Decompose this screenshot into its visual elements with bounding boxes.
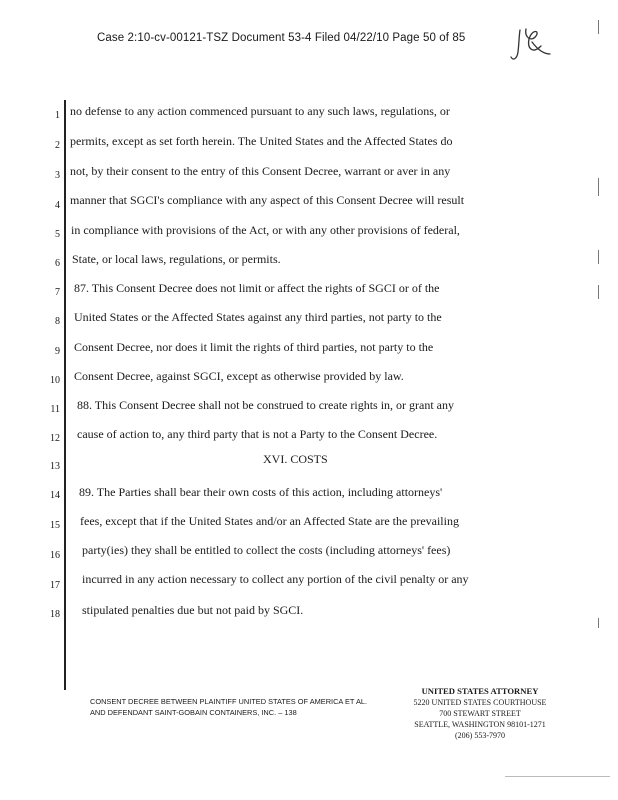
- line-number: 6: [55, 258, 60, 269]
- line-number: 1: [55, 110, 60, 121]
- line-number: 4: [55, 200, 60, 211]
- text-line: manner that SGCI's compliance with any aspect of this Consent Decree will result: [70, 193, 465, 207]
- line-number: 12: [50, 433, 60, 444]
- scan-speck: [598, 178, 599, 196]
- text-line: incurred in any action necessary to collect any portion of the civil penalty or any: [82, 572, 469, 586]
- paragraph-89: 89. The Parties shall bear their own costs of this action, including attorneys': [79, 485, 443, 499]
- scan-speck: [598, 618, 599, 628]
- line-number: 13: [50, 461, 60, 472]
- text-line: stipulated penalties due but not paid by SGCI.: [82, 603, 304, 617]
- line-number: 14: [50, 490, 60, 501]
- text-line: no defense to any action commenced pursuant to any such laws, regulations, or: [70, 104, 450, 118]
- line-number: 15: [50, 520, 60, 531]
- scan-speck: [598, 250, 599, 264]
- text-line: State, or local laws, regulations, or permits.: [72, 252, 281, 266]
- footer-caption-line: AND DEFENDANT SAINT-GOBAIN CONTAINERS, INC. – 138: [90, 708, 297, 717]
- line-number: 3: [55, 170, 60, 181]
- text-line: in compliance with provisions of the Act, or with any other provisions of federal,: [71, 223, 460, 237]
- text-line: party(ies) they shall be entitled to collect the costs (including attorneys' fees): [82, 543, 451, 557]
- scan-speck: [505, 776, 610, 777]
- line-number: 10: [50, 375, 60, 386]
- text-line: permits, except as set forth herein. The United States and the Affected States do: [70, 134, 453, 148]
- line-number: 7: [55, 287, 60, 298]
- line-number: 5: [55, 229, 60, 240]
- line-number: 18: [50, 609, 60, 620]
- line-number: 16: [50, 550, 60, 561]
- office-address: 5220 UNITED STATES COURTHOUSE: [413, 698, 547, 707]
- case-header: Case 2:10-cv-00121-TSZ Document 53-4 Filed 04/22/10 Page 50 of 85: [97, 32, 466, 44]
- left-margin-rule: [64, 100, 66, 690]
- office-phone: (206) 553-7970: [455, 731, 505, 740]
- paragraph-88: 88. This Consent Decree shall not be construed to create rights in, or grant any: [77, 398, 455, 412]
- line-number: 8: [55, 316, 60, 327]
- line-number: 11: [50, 404, 60, 415]
- text-line: Consent Decree, nor does it limit the rights of third parties, not party to the: [74, 340, 434, 354]
- section-heading-costs: XVI. COSTS: [263, 452, 328, 466]
- office-title: UNITED STATES ATTORNEY: [421, 686, 539, 696]
- office-address: SEATTLE, WASHINGTON 98101-1271: [414, 720, 546, 729]
- scan-speck: [598, 285, 599, 299]
- handwritten-initials: [510, 24, 552, 66]
- text-line: United States or the Affected States against any third parties, not party to the: [74, 310, 442, 324]
- footer-caption-line: CONSENT DECREE BETWEEN PLAINTIFF UNITED STATES OF AMERICA ET AL.: [90, 697, 368, 706]
- paragraph-87: 87. This Consent Decree does not limit or affect the rights of SGCI or of the: [74, 281, 440, 295]
- line-number: 17: [50, 580, 60, 591]
- line-number: 2: [55, 140, 60, 151]
- text-line: not, by their consent to the entry of this Consent Decree, warrant or aver in any: [70, 164, 451, 178]
- text-line: fees, except that if the United States and/or an Affected State are the prevailing: [80, 514, 459, 528]
- text-line: Consent Decree, against SGCI, except as otherwise provided by law.: [74, 369, 404, 383]
- line-number: 9: [55, 346, 60, 357]
- office-address: 700 STEWART STREET: [439, 709, 521, 718]
- footer-office-block: [395, 686, 565, 741]
- text-line: cause of action to, any third party that is not a Party to the Consent Decree.: [77, 427, 438, 441]
- scan-speck: [598, 20, 599, 34]
- footer-caption: [90, 696, 367, 718]
